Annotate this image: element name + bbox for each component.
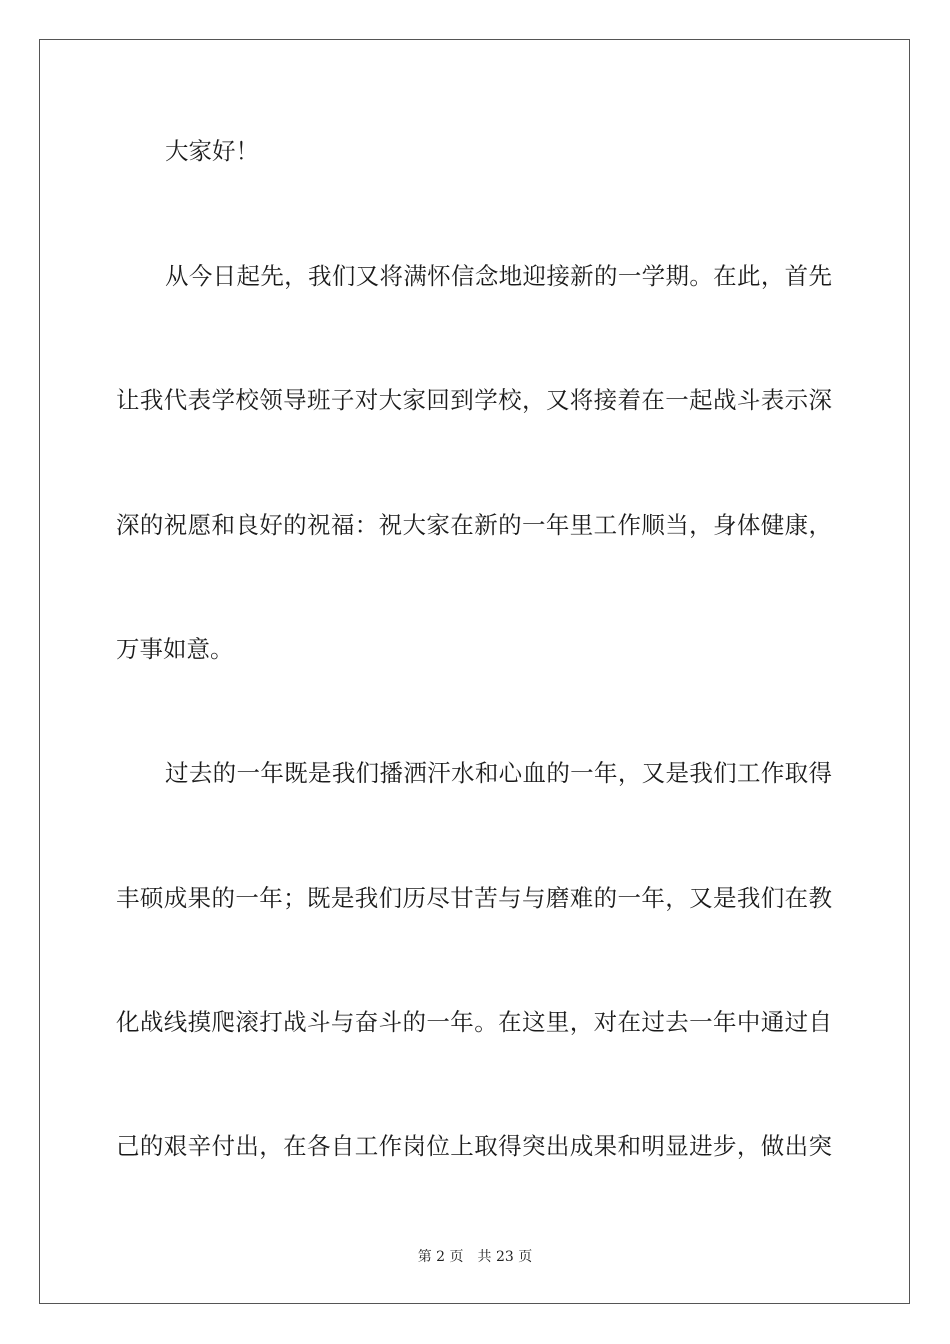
page-number: 第 2 页: [417, 1249, 464, 1265]
paragraph-2-line-1: 过去的一年既是我们播洒汗水和心血的一年，又是我们工作取得: [165, 759, 832, 787]
paragraph-2-line-4: 己的艰辛付出，在各自工作岗位上取得突出成果和明显进步，做出突: [116, 1132, 832, 1160]
paragraph-1-line-2: 让我代表学校领导班子对大家回到学校，又将接着在一起战斗表示深: [116, 386, 832, 414]
paragraph-1-line-4: 万事如意。: [116, 635, 234, 663]
paragraph-2-line-3: 化战线摸爬滚打战斗与奋斗的一年。在这里，对在过去一年中通过自: [116, 1008, 832, 1036]
page-footer: [0, 1248, 950, 1266]
page-total: 共 23 页: [477, 1249, 533, 1265]
paragraph-1-line-1: 从今日起先，我们又将满怀信念地迎接新的一学期。在此，首先: [165, 262, 832, 290]
paragraph-2-line-2: 丰硕成果的一年；既是我们历尽甘苦与与磨难的一年，又是我们在教: [116, 884, 832, 912]
page-border: [39, 39, 910, 1304]
greeting-line: 大家好！: [165, 137, 259, 165]
paragraph-1-line-3: 深的祝愿和良好的祝福：祝大家在新的一年里工作顺当，身体健康，: [116, 511, 832, 539]
